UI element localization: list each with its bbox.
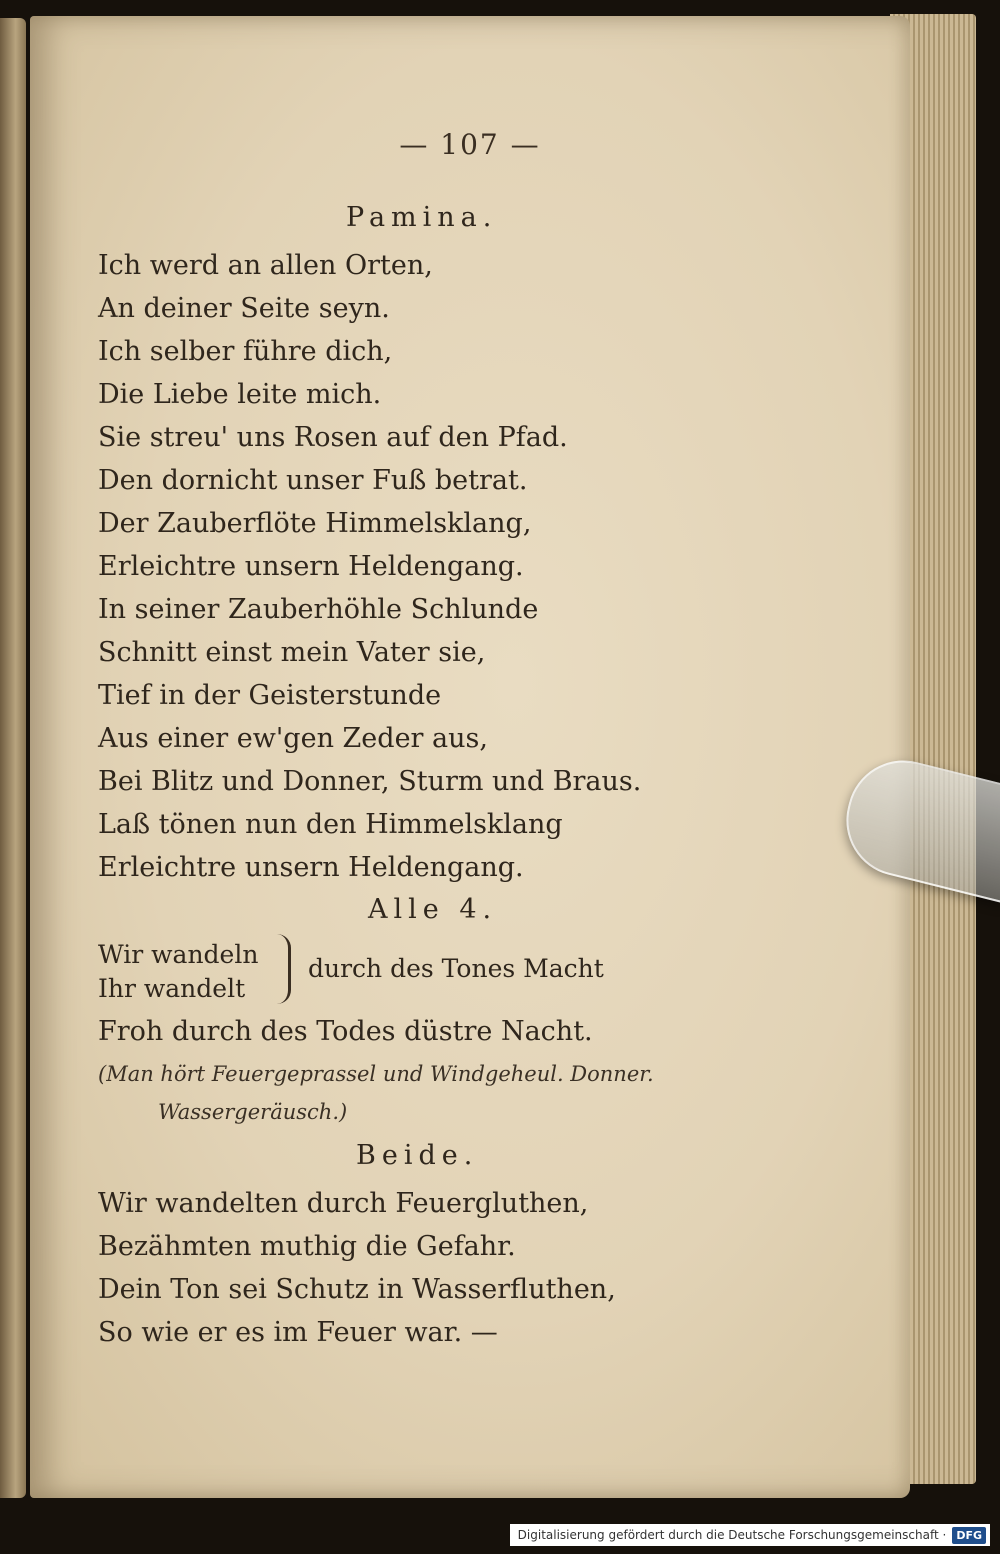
verse-line: Bezähmten muthig die Gefahr. [98, 1231, 516, 1262]
verse-line: Die Liebe leite mich. [98, 379, 382, 410]
verse-line: Erleichtre unsern Heldengang. [98, 852, 524, 883]
curly-brace [270, 934, 291, 1004]
left-page-edge [0, 18, 26, 1498]
stage-direction-line-2: Wassergeräusch.) [158, 1100, 348, 1124]
speaker-pamina: Pamina. [346, 202, 498, 233]
verse-line: Froh durch des Todes düstre Nacht. [98, 1016, 593, 1047]
verse-line: Bei Blitz und Donner, Sturm und Braus. [98, 766, 642, 797]
brace-shared-line: durch des Tones Macht [308, 954, 604, 983]
verse-line: So wie er es im Feuer war. — [98, 1317, 498, 1348]
verse-line: Schnitt einst mein Vater sie, [98, 637, 486, 668]
page-number: — 107 — [399, 128, 541, 161]
stage-direction-line-1: (Man hört Feuergeprassel und Windgeheul. Donner. [98, 1062, 654, 1086]
speaker-beide: Beide. [356, 1140, 479, 1171]
brace-line-ihr: Ihr wandelt [98, 974, 246, 1003]
verse-line: Aus einer ew'gen Zeder aus, [98, 723, 488, 754]
verse-line: Laß tönen nun den Himmelsklang [98, 809, 563, 840]
digitization-credit [510, 1524, 990, 1546]
book-page [30, 16, 910, 1498]
verse-line: Der Zauberflöte Himmelsklang, [98, 508, 532, 539]
verse-line: Sie streu' uns Rosen auf den Pfad. [98, 422, 568, 453]
verse-line: Ich selber führe dich, [98, 336, 393, 367]
speaker-alle-4: Alle 4. [368, 894, 498, 925]
verse-line: Tief in der Geisterstunde [98, 680, 442, 711]
brace-line-wir: Wir wandeln [98, 940, 259, 969]
verse-line: An deiner Seite seyn. [98, 293, 390, 324]
verse-line: In seiner Zauberhöhle Schlunde [98, 594, 539, 625]
verse-line: Den dornicht unser Fuß betrat. [98, 465, 528, 496]
verse-line: Erleichtre unsern Heldengang. [98, 551, 524, 582]
verse-line: Dein Ton sei Schutz in Wasserfluthen, [98, 1274, 616, 1305]
dfg-logo: DFG [952, 1527, 986, 1544]
verse-line: Ich werd an allen Orten, [98, 250, 433, 281]
verse-line: Wir wandelten durch Feuergluthen, [98, 1188, 589, 1219]
credit-text: Digitalisierung gefördert durch die Deutsche Forschungsgemeinschaft · [517, 1528, 947, 1542]
